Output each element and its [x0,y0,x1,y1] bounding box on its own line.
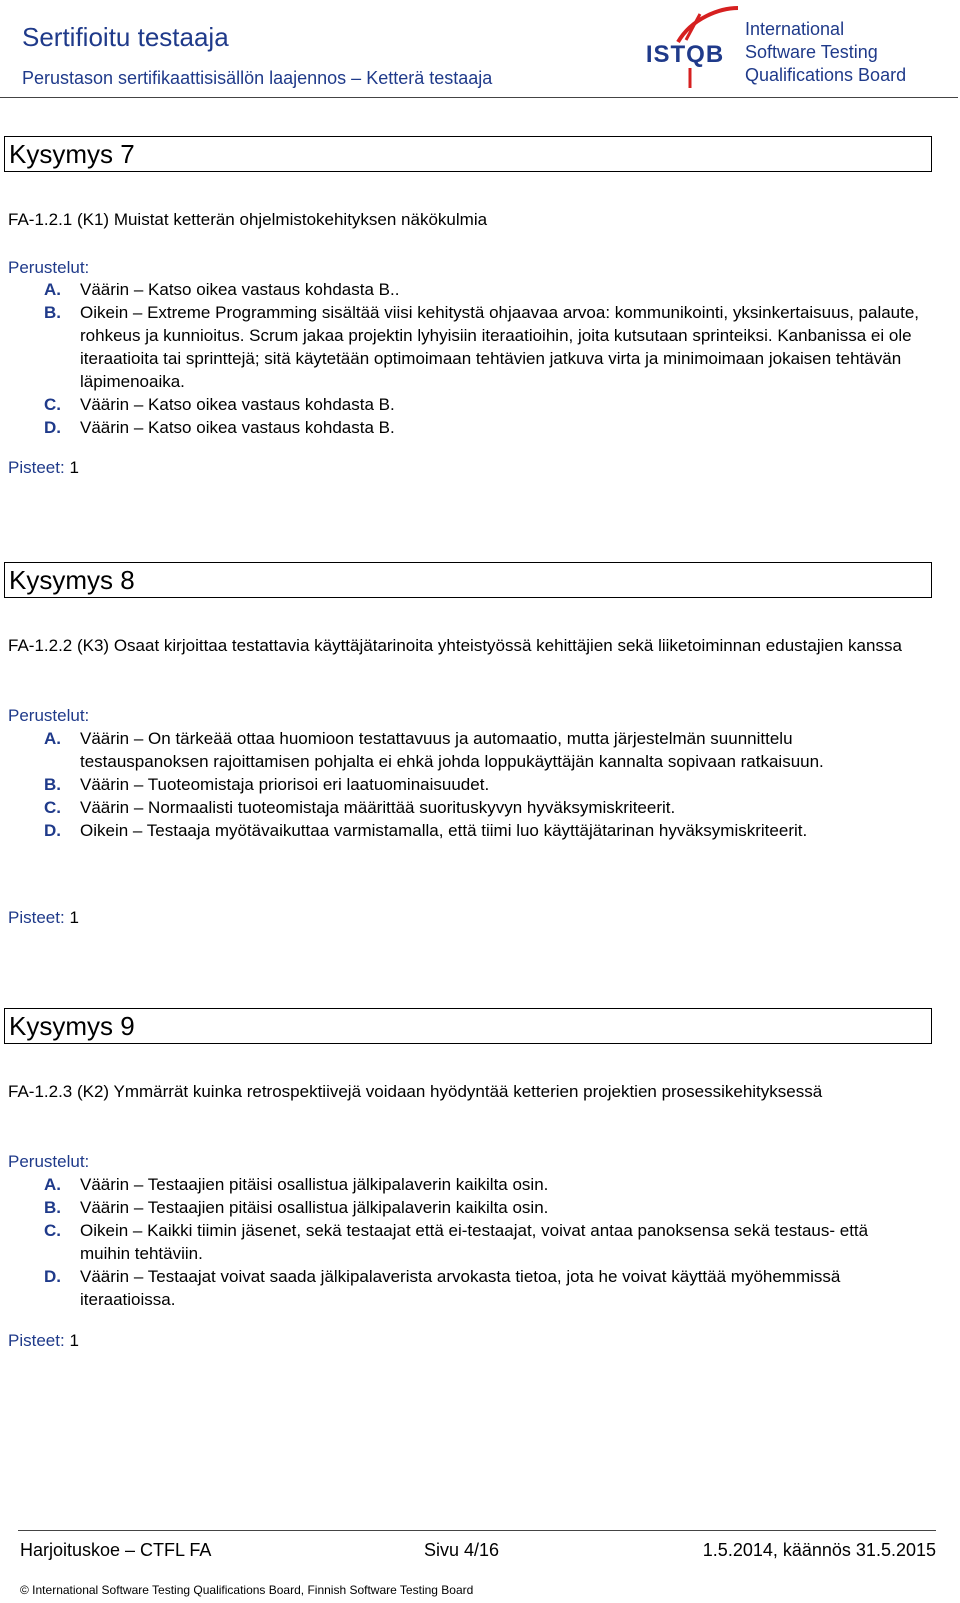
option-text: Väärin – Katso oikea vastaus kohdasta B. [80,395,395,414]
page-number: Sivu 4/16 [424,1540,500,1560]
header-divider [0,97,958,98]
option-text: Oikein – Kaikki tiimin jäsenet, sekä testaajat että ei-testaajat, voivat antaa panoksensa sekä testaus- että muihin tehtäviin. [80,1221,869,1263]
footer-divider [18,1530,936,1531]
page-footer [0,1530,960,1603]
option-text: Väärin – Testaajat voivat saada jälkipalaverista arvokasta tietoa, jota he voivat käyttää myöhemmissä iteraatioissa. [80,1267,841,1309]
option-letter: A. [44,280,61,299]
answer-option [8,773,922,796]
option-text: Väärin – On tärkeää ottaa huomioon testattavuus ja automaatio, mutta järjestelmän suunnittelu testauspanoksen rajoittamisen pohjalta ei ehkä johda loppukäyttäjän kannalta sopivaan ratkaisuun. [80,729,824,771]
question-heading-box [4,136,932,172]
org-line: Qualifications Board [745,65,907,85]
learning-objective: FA-1.2.3 (K2) Ymmärrät kuinka retrospektiivejä voidaan hyödyntää ketterien projektien prosessikehityksessä [8,1082,823,1101]
option-letter: C. [44,395,61,414]
option-letter: B. [44,775,61,794]
option-letter: A. [44,729,61,748]
points-value: 1 [69,908,79,927]
learning-objective: FA-1.2.1 (K1) Muistat ketterän ohjelmistokehityksen näkökulmia [8,210,488,229]
points-label: Pisteet: [8,458,65,477]
option-text: Väärin – Katso oikea vastaus kohdasta B. [80,418,395,437]
answer-option [8,819,922,842]
rationale-label: Perustelut: [8,706,90,725]
points [8,458,79,478]
option-text: Väärin – Katso oikea vastaus kohdasta B.. [80,280,400,299]
option-letter: D. [44,418,61,437]
answer-options [8,1173,922,1311]
option-letter: B. [44,303,61,322]
option-text: Väärin – Normaalisti tuoteomistaja määrittää suorituskyvyn hyväksymiskriteerit. [80,798,676,817]
copyright: © International Software Testing Qualifications Board, Finnish Software Testing Board [20,1583,474,1597]
answer-option [8,1196,922,1219]
option-text: Väärin – Testaajien pitäisi osallistua jälkipalaverin kaikilta osin. [80,1198,549,1217]
answer-option [8,301,922,393]
answer-option [8,278,922,301]
points-value: 1 [69,1331,79,1350]
rationale-label: Perustelut: [8,258,90,277]
option-letter: B. [44,1198,61,1217]
org-line: Software Testing [745,42,878,62]
istqb-logo [630,4,740,94]
answer-options [8,278,922,439]
question-title: Kysymys 7 [9,139,135,169]
option-letter: D. [44,821,61,840]
answer-option [8,1265,922,1311]
answer-option [8,796,922,819]
option-text: Oikein – Testaaja myötävaikuttaa varmistamalla, että tiimi luo käyttäjätarinan hyväksymiskriteerit. [80,821,808,840]
document-title: Sertifioitu testaaja [22,22,229,52]
points-label: Pisteet: [8,1331,65,1350]
logo-text: ISTQB [645,41,725,68]
points [8,908,79,928]
answer-option [8,416,922,439]
option-text: Väärin – Testaajien pitäisi osallistua jälkipalaverin kaikilta osin. [80,1175,549,1194]
org-line: International [745,19,845,39]
question-heading-box [4,562,932,598]
option-letter: C. [44,1221,61,1240]
footer-document-name: Harjoituskoe – CTFL FA [20,1540,212,1560]
organization-name [745,18,906,87]
question-title: Kysymys 9 [9,1011,135,1041]
option-text: Väärin – Tuoteomistaja priorisoi eri laatuominaisuudet. [80,775,490,794]
page-header [0,0,960,100]
answer-option [8,1173,922,1196]
points [8,1331,79,1351]
option-letter: C. [44,798,61,817]
answer-option [8,727,922,773]
question-title: Kysymys 8 [9,565,135,595]
answer-option [8,1219,922,1265]
points-value: 1 [69,458,79,477]
option-letter: A. [44,1175,61,1194]
option-letter: D. [44,1267,61,1286]
answer-option [8,393,922,416]
points-label: Pisteet: [8,908,65,927]
rationale-label: Perustelut: [8,1152,90,1171]
footer-date: 1.5.2014, käännös 31.5.2015 [702,1540,936,1560]
question-heading-box [4,1008,932,1044]
answer-options [8,727,922,842]
document-subtitle: Perustason sertifikaattisisällön laajennos – Ketterä testaaja [22,68,493,88]
option-text: Oikein – Extreme Programming sisältää viisi kehitystä ohjaavaa arvoa: kommunikointi, yksinkertaisuus, palaute, rohkeus ja kunnioitus. Scrum jakaa projektin lyhyisiin iteraatioihin, joita kutsutaan sprinteiksi. Kanbanissa ei ole iteraatioita tai sprinttejä; sitä käytetään optimoimaan tehtävien jatkuva virta ja minimoimaan jokaisen tehtävän läpimenoaika. [80,303,920,391]
learning-objective: FA-1.2.2 (K3) Osaat kirjoittaa testattavia käyttäjätarinoita yhteistyössä kehittäjien sekä liiketoiminnan edustajien kanssa [8,636,902,655]
